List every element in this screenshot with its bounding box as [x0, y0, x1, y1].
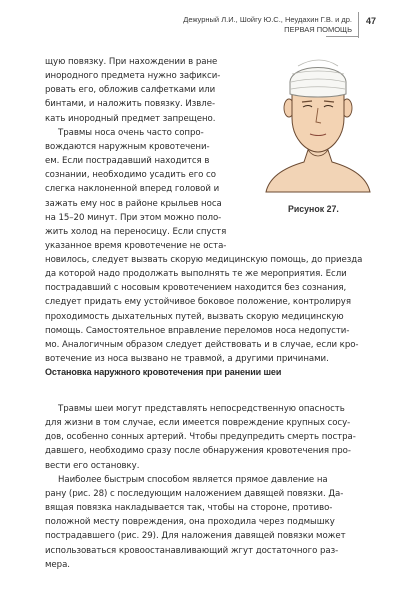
text-line: для жизни в том случае, если имеется повреждение крупных сосу-	[45, 418, 351, 429]
text-line: на 15–20 минут. При этом можно поло-	[45, 212, 222, 223]
running-header	[52, 15, 352, 35]
header-authors: Дежурный Л.И., Шойгу Ю.С., Неудахин Г.В. и др.	[183, 15, 352, 24]
section-heading: Остановка наружного кровотечения при ранении шеи	[45, 367, 282, 377]
text-line: следует придать ему устойчивое боковое положение, контролируя	[45, 297, 351, 308]
bandaged-head-illustration	[262, 46, 372, 194]
text-line: давшего, необходимо сразу после обнаружения кровотечения про-	[45, 446, 351, 457]
text-line: указанное время кровотечение не оста-	[45, 241, 227, 252]
text-line: вождаются наружным кровотечени-	[45, 141, 210, 152]
text-line: ем. Если пострадавший находится в	[45, 156, 210, 167]
text-line: помощь. Самостоятельное вправление переломов носа недопусти-	[45, 325, 350, 336]
text-line: мера.	[45, 559, 70, 570]
text-line: сознании, необходимо усадить его со	[45, 170, 216, 181]
text-column-bottom	[45, 402, 375, 572]
text-column-narrow	[45, 55, 260, 253]
text-column-wide	[45, 253, 375, 366]
text-line: Травмы носа очень часто сопро-	[58, 127, 204, 138]
text-line: пострадавший с носовым кровотечением находится без сознания,	[45, 283, 347, 294]
text-line: зажать ему нос в районе крыльев носа	[45, 198, 222, 209]
text-line: вящая повязка накладывается так, чтобы на стороне, противо-	[45, 503, 333, 514]
text-line: рану (рис. 28) с последующим наложением давящей повязки. Да-	[45, 488, 344, 499]
figure-caption: Рисунок 27.	[288, 204, 339, 214]
page-number: 47	[366, 16, 377, 26]
text-line: вотечение из носа вызвано не травмой, а другими причинами.	[45, 354, 329, 365]
text-line: вести его остановку.	[45, 460, 140, 471]
text-line: жить холод на переносицу. Если спустя	[45, 226, 227, 237]
header-book-title: ПЕРВАЯ ПОМОЩЬ	[284, 25, 352, 34]
text-line: использоваться кровоостанавливающий жгут достаточного раз-	[45, 545, 339, 556]
text-line: мо. Аналогичным образом следует действовать и в случае, если кро-	[45, 339, 359, 350]
text-line: слегка наклоненной вперед головой и	[45, 184, 220, 195]
text-line: инородного предмета нужно зафикси-	[45, 71, 221, 82]
text-line: пострадавшего (рис. 29). Для наложения давящей повязки может	[45, 531, 346, 542]
text-line: ровать его, обложив салфетками или	[45, 85, 216, 96]
text-line: проходимость дыхательных путей, вызвать скорую медицинскую	[45, 311, 344, 322]
text-line: щую повязку. При нахождении в ране	[45, 57, 218, 67]
text-line: положной месту повреждения, она проходила через подмышку	[45, 517, 335, 528]
text-line: да которой надо продолжать выполнять те же мероприятия. Если	[45, 269, 347, 280]
text-line: дов, особенно сонных артерий. Чтобы предупредить смерть постра-	[45, 432, 356, 443]
text-line: новилось, следует вызвать скорую медицинскую помощь, до приезда	[45, 255, 363, 265]
header-divider	[358, 12, 359, 38]
text-line: Наиболее быстрым способом является прямое давление на	[58, 474, 328, 485]
text-line: кать инородный предмет запрещено.	[45, 113, 216, 124]
text-line: Травмы шеи могут представлять непосредственную опасность	[58, 404, 345, 414]
header-rule	[326, 36, 358, 37]
text-line: бинтами, и наложить повязку. Извле-	[45, 99, 216, 110]
